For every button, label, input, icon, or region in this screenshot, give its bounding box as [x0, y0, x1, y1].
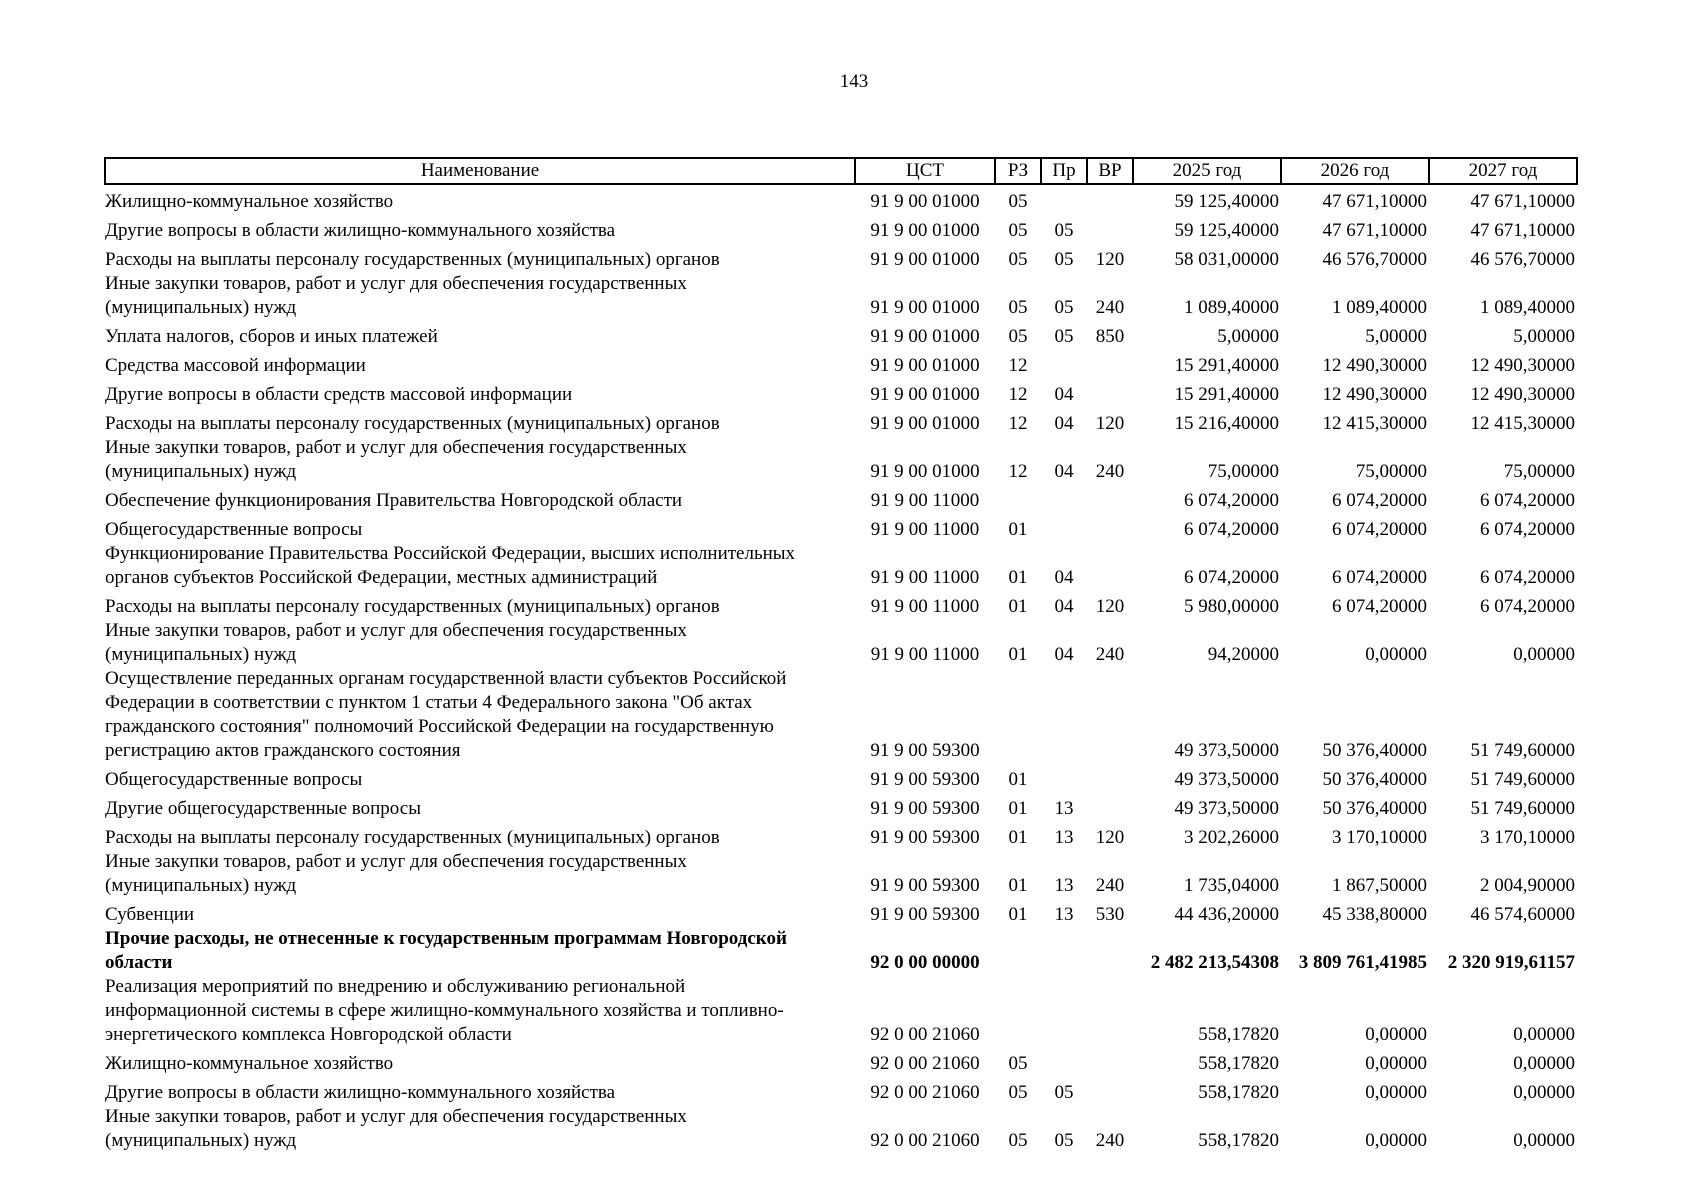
table-row	[105, 975, 1577, 1047]
cell-cst: 91 9 00 01000	[870, 384, 980, 405]
cell-pr	[1041, 484, 1087, 513]
cell-name: Жилищно-коммунальное хозяйство	[105, 1053, 394, 1074]
cell-cst: 91 9 00 59300	[870, 875, 980, 896]
cell-vr: 120	[1095, 827, 1125, 848]
cell-2025: 6 074,20000	[1184, 519, 1279, 540]
cell-name: Средства массовой информации	[105, 355, 366, 376]
cell-vr: 240	[1095, 1130, 1125, 1151]
cell-cst: 92 0 00 21060	[870, 1053, 980, 1074]
cell-2027: 47 671,10000	[1470, 220, 1575, 241]
cell-2026: 3 170,10000	[1332, 827, 1427, 848]
cell-2025: 2 482 213,54308	[1150, 952, 1279, 973]
cell-2025: 6 074,20000	[1184, 567, 1279, 588]
table-row	[105, 667, 1577, 763]
cell-2027: 6 074,20000	[1480, 490, 1575, 511]
table-row	[105, 619, 1577, 667]
cell-2026: 12 490,30000	[1322, 384, 1427, 405]
cell-2027: 12 490,30000	[1470, 384, 1575, 405]
table-row	[105, 184, 1577, 214]
cell-2026: 6 074,20000	[1332, 519, 1427, 540]
cell-rz: 12	[1008, 413, 1028, 434]
cell-pr: 05	[1054, 1130, 1074, 1151]
cell-cst: 92 0 00 21060	[870, 1082, 980, 1103]
cell-rz: 01	[1008, 904, 1028, 925]
cell-2025: 94,20000	[1207, 644, 1279, 665]
cell-pr: 05	[1054, 297, 1074, 318]
cell-2027: 0,00000	[1513, 1082, 1575, 1103]
cell-vr	[1087, 927, 1133, 975]
header-2026: 2026 год	[1281, 158, 1429, 184]
cell-2027: 12 490,30000	[1470, 355, 1575, 376]
cell-2025: 5 980,00000	[1184, 596, 1279, 617]
cell-pr: 13	[1054, 827, 1074, 848]
cell-name: Расходы на выплаты персоналу государственных (муниципальных) органов	[105, 596, 720, 617]
cell-2025: 58 031,00000	[1174, 249, 1279, 270]
cell-cst: 91 9 00 11000	[870, 490, 980, 511]
cell-name: Иные закупки товаров, работ и услуг для обеспечения государственных (муниципальных) нужд	[105, 620, 687, 665]
cell-2025: 59 125,40000	[1174, 220, 1279, 241]
cell-name: Другие вопросы в области жилищно-коммунального хозяйства	[105, 220, 616, 241]
cell-rz	[995, 484, 1041, 513]
cell-rz: 05	[1008, 1053, 1028, 1074]
cell-rz: 05	[1008, 220, 1028, 241]
table-row	[105, 349, 1577, 378]
cell-cst: 92 0 00 21060	[870, 1130, 980, 1151]
cell-2025: 59 125,40000	[1174, 191, 1279, 212]
cell-2026: 47 671,10000	[1322, 191, 1427, 212]
cell-rz	[995, 667, 1041, 763]
cell-rz	[995, 927, 1041, 975]
cell-2026: 0,00000	[1365, 1053, 1427, 1074]
cell-2027: 46 576,70000	[1470, 249, 1575, 270]
cell-vr	[1087, 184, 1133, 214]
cell-2026: 12 490,30000	[1322, 355, 1427, 376]
cell-2025: 15 291,40000	[1174, 355, 1279, 376]
header-rz: РЗ	[995, 158, 1041, 184]
cell-vr: 120	[1095, 413, 1125, 434]
cell-2025: 15 291,40000	[1174, 384, 1279, 405]
header-2027: 2027 год	[1429, 158, 1577, 184]
cell-rz: 12	[1008, 384, 1028, 405]
cell-2026: 50 376,40000	[1322, 740, 1427, 761]
cell-cst: 91 9 00 01000	[870, 191, 980, 212]
cell-pr: 05	[1054, 249, 1074, 270]
cell-2026: 5,00000	[1365, 326, 1427, 347]
table-row	[105, 821, 1577, 850]
cell-cst: 91 9 00 59300	[870, 798, 980, 819]
cell-2027: 1 089,40000	[1480, 297, 1575, 318]
cell-name: Расходы на выплаты персоналу государственных (муниципальных) органов	[105, 827, 720, 848]
cell-name: Уплата налогов, сборов и иных платежей	[105, 326, 438, 347]
cell-2027: 51 749,60000	[1470, 740, 1575, 761]
cell-name: Осуществление переданных органам государственной власти субъектов Российской Федерации в соответствии с пунктом 1 статьи 4 Федерального закона "Об актах гражданского состояния" полномочий Российской Федерации на государственную регистрацию актов гражданского состояния	[105, 668, 787, 761]
cell-2026: 3 809 761,41985	[1298, 952, 1427, 973]
cell-2027: 3 170,10000	[1480, 827, 1575, 848]
cell-name: Общегосударственные вопросы	[105, 519, 363, 540]
cell-pr	[1041, 349, 1087, 378]
cell-2025: 558,17820	[1198, 1082, 1279, 1103]
cell-name: Субвенции	[105, 904, 195, 925]
cell-rz: 01	[1008, 798, 1028, 819]
cell-vr	[1087, 513, 1133, 542]
cell-name: Другие вопросы в области жилищно-коммунального хозяйства	[105, 1082, 616, 1103]
cell-rz: 05	[1008, 326, 1028, 347]
cell-rz: 12	[1008, 355, 1028, 376]
cell-vr	[1087, 792, 1133, 821]
cell-2026: 0,00000	[1365, 1130, 1427, 1151]
cell-name: Иные закупки товаров, работ и услуг для обеспечения государственных (муниципальных) нужд	[105, 273, 687, 318]
cell-2026: 6 074,20000	[1332, 490, 1427, 511]
cell-pr	[1041, 667, 1087, 763]
cell-2025: 75,00000	[1207, 461, 1279, 482]
cell-cst: 91 9 00 01000	[870, 326, 980, 347]
cell-2025: 44 436,20000	[1174, 904, 1279, 925]
cell-2026: 75,00000	[1355, 461, 1427, 482]
cell-2025: 49 373,50000	[1174, 740, 1279, 761]
header-name: Наименование	[105, 158, 855, 184]
cell-name: Реализация мероприятий по внедрению и обслуживанию региональной информационной системы в сфере жилищно-коммунального хозяйства и топливно- энергетического комплекса Новгородской области	[105, 976, 784, 1045]
cell-name: Иные закупки товаров, работ и услуг для обеспечения государственных (муниципальных) нужд	[105, 851, 687, 896]
cell-2026: 46 576,70000	[1322, 249, 1427, 270]
cell-pr: 04	[1054, 596, 1074, 617]
table-row	[105, 243, 1577, 272]
table-row	[105, 850, 1577, 898]
cell-name: Прочие расходы, не отнесенные к государственным программам Новгородской области	[105, 928, 787, 973]
cell-pr: 13	[1054, 875, 1074, 896]
cell-rz: 05	[1008, 1082, 1028, 1103]
cell-vr	[1087, 667, 1133, 763]
table-row	[105, 763, 1577, 792]
cell-rz: 01	[1008, 769, 1028, 790]
cell-2025: 49 373,50000	[1174, 769, 1279, 790]
cell-vr: 240	[1095, 461, 1125, 482]
cell-2027: 2 004,90000	[1480, 875, 1575, 896]
table-row	[105, 320, 1577, 349]
cell-cst: 91 9 00 11000	[870, 519, 980, 540]
cell-cst: 91 9 00 01000	[870, 220, 980, 241]
table-row	[105, 590, 1577, 619]
cell-2026: 45 338,80000	[1322, 904, 1427, 925]
cell-2026: 1 089,40000	[1332, 297, 1427, 318]
cell-name: Иные закупки товаров, работ и услуг для обеспечения государственных (муниципальных) нужд	[105, 1106, 687, 1151]
cell-pr: 13	[1054, 904, 1074, 925]
cell-pr	[1041, 513, 1087, 542]
cell-cst: 91 9 00 59300	[870, 769, 980, 790]
cell-cst: 91 9 00 01000	[870, 413, 980, 434]
table-body	[105, 184, 1577, 1153]
cell-cst: 91 9 00 11000	[870, 644, 980, 665]
cell-2025: 1 089,40000	[1184, 297, 1279, 318]
header-vr: ВР	[1087, 158, 1133, 184]
cell-name: Жилищно-коммунальное хозяйство	[105, 191, 394, 212]
cell-pr: 04	[1054, 567, 1074, 588]
cell-rz: 01	[1008, 519, 1028, 540]
cell-vr	[1087, 214, 1133, 243]
cell-2026: 6 074,20000	[1332, 567, 1427, 588]
cell-2026: 0,00000	[1365, 1024, 1427, 1045]
cell-rz: 05	[1008, 1130, 1028, 1151]
header-pr: Пр	[1041, 158, 1087, 184]
cell-pr	[1041, 975, 1087, 1047]
cell-name: Другие вопросы в области средств массовой информации	[105, 384, 573, 405]
cell-vr	[1087, 763, 1133, 792]
cell-vr: 850	[1095, 326, 1125, 347]
cell-pr: 05	[1054, 326, 1074, 347]
cell-vr	[1087, 1076, 1133, 1105]
cell-cst: 92 0 00 00000	[870, 952, 980, 973]
cell-2027: 0,00000	[1513, 1053, 1575, 1074]
table-row	[105, 1105, 1577, 1153]
cell-2027: 5,00000	[1513, 326, 1575, 347]
cell-2027: 2 320 919,61157	[1447, 952, 1575, 973]
cell-name: Функционирование Правительства Российской Федерации, высших исполнительных органов субъектов Российской Федерации, местных администраций	[105, 543, 796, 588]
cell-2025: 558,17820	[1198, 1053, 1279, 1074]
table-row	[105, 378, 1577, 407]
cell-vr: 240	[1095, 297, 1125, 318]
cell-vr: 240	[1095, 875, 1125, 896]
cell-cst: 91 9 00 01000	[870, 297, 980, 318]
cell-vr	[1087, 975, 1133, 1047]
table-row	[105, 898, 1577, 927]
cell-rz: 05	[1008, 191, 1028, 212]
budget-table	[104, 157, 1578, 1153]
cell-cst: 91 9 00 01000	[870, 249, 980, 270]
table-row	[105, 436, 1577, 484]
cell-2027: 46 574,60000	[1470, 904, 1575, 925]
table-row	[105, 1047, 1577, 1076]
cell-2027: 12 415,30000	[1470, 413, 1575, 434]
cell-cst: 91 9 00 01000	[870, 461, 980, 482]
cell-rz: 01	[1008, 827, 1028, 848]
cell-rz: 12	[1008, 461, 1028, 482]
table-row	[105, 407, 1577, 436]
cell-vr	[1087, 484, 1133, 513]
cell-2027: 0,00000	[1513, 1024, 1575, 1045]
cell-name: Расходы на выплаты персоналу государственных (муниципальных) органов	[105, 413, 720, 434]
cell-vr	[1087, 349, 1133, 378]
cell-rz: 01	[1008, 596, 1028, 617]
cell-2025: 3 202,26000	[1184, 827, 1279, 848]
cell-2026: 47 671,10000	[1322, 220, 1427, 241]
cell-2026: 50 376,40000	[1322, 769, 1427, 790]
cell-cst: 91 9 00 59300	[870, 904, 980, 925]
cell-2027: 6 074,20000	[1480, 567, 1575, 588]
cell-pr: 04	[1054, 413, 1074, 434]
cell-pr: 05	[1054, 220, 1074, 241]
cell-2025: 1 735,04000	[1184, 875, 1279, 896]
cell-cst: 91 9 00 59300	[870, 827, 980, 848]
cell-rz	[995, 975, 1041, 1047]
cell-2027: 51 749,60000	[1470, 769, 1575, 790]
cell-pr: 04	[1054, 644, 1074, 665]
cell-vr	[1087, 378, 1133, 407]
cell-vr: 240	[1095, 644, 1125, 665]
cell-2027: 47 671,10000	[1470, 191, 1575, 212]
header-cst: ЦСТ	[855, 158, 995, 184]
cell-2026: 50 376,40000	[1322, 798, 1427, 819]
cell-2027: 0,00000	[1513, 1130, 1575, 1151]
cell-pr	[1041, 1047, 1087, 1076]
cell-vr	[1087, 542, 1133, 590]
cell-rz: 01	[1008, 644, 1028, 665]
cell-name: Общегосударственные вопросы	[105, 769, 363, 790]
cell-cst: 91 9 00 59300	[870, 740, 980, 761]
page-number: 143	[839, 71, 869, 92]
cell-2027: 6 074,20000	[1480, 596, 1575, 617]
cell-2026: 0,00000	[1365, 1082, 1427, 1103]
table-row	[105, 272, 1577, 320]
cell-pr	[1041, 927, 1087, 975]
table-row	[105, 542, 1577, 590]
cell-cst: 91 9 00 11000	[870, 567, 980, 588]
cell-vr: 120	[1095, 249, 1125, 270]
table-row	[105, 214, 1577, 243]
table-row	[105, 792, 1577, 821]
cell-name: Расходы на выплаты персоналу государственных (муниципальных) органов	[105, 249, 720, 270]
cell-2025: 49 373,50000	[1174, 798, 1279, 819]
cell-rz: 05	[1008, 249, 1028, 270]
table-row	[105, 484, 1577, 513]
table-row	[105, 1076, 1577, 1105]
cell-name: Обеспечение функционирования Правительства Новгородской области	[105, 490, 683, 511]
cell-name: Другие общегосударственные вопросы	[105, 798, 421, 819]
cell-2025: 558,17820	[1198, 1024, 1279, 1045]
cell-rz: 01	[1008, 875, 1028, 896]
cell-rz: 01	[1008, 567, 1028, 588]
cell-pr: 05	[1054, 1082, 1074, 1103]
cell-2025: 6 074,20000	[1184, 490, 1279, 511]
header-2025: 2025 год	[1133, 158, 1281, 184]
cell-2026: 12 415,30000	[1322, 413, 1427, 434]
cell-rz: 05	[1008, 297, 1028, 318]
table-row	[105, 927, 1577, 975]
cell-2027: 6 074,20000	[1480, 519, 1575, 540]
cell-cst: 91 9 00 01000	[870, 355, 980, 376]
cell-2026: 0,00000	[1365, 644, 1427, 665]
cell-2025: 5,00000	[1217, 326, 1279, 347]
cell-2027: 51 749,60000	[1470, 798, 1575, 819]
cell-2025: 558,17820	[1198, 1130, 1279, 1151]
cell-vr	[1087, 1047, 1133, 1076]
cell-name: Иные закупки товаров, работ и услуг для обеспечения государственных (муниципальных) нужд	[105, 437, 687, 482]
cell-cst: 92 0 00 21060	[870, 1024, 980, 1045]
cell-pr	[1041, 184, 1087, 214]
cell-pr	[1041, 763, 1087, 792]
cell-2025: 15 216,40000	[1174, 413, 1279, 434]
table-row	[105, 513, 1577, 542]
cell-pr: 04	[1054, 461, 1074, 482]
cell-2026: 1 867,50000	[1332, 875, 1427, 896]
cell-pr: 13	[1054, 798, 1074, 819]
cell-cst: 91 9 00 11000	[870, 596, 980, 617]
cell-2026: 6 074,20000	[1332, 596, 1427, 617]
cell-2027: 75,00000	[1503, 461, 1575, 482]
cell-2027: 0,00000	[1513, 644, 1575, 665]
cell-vr: 120	[1095, 596, 1125, 617]
cell-pr: 04	[1054, 384, 1074, 405]
table-header	[105, 158, 1577, 184]
cell-vr: 530	[1095, 904, 1125, 925]
